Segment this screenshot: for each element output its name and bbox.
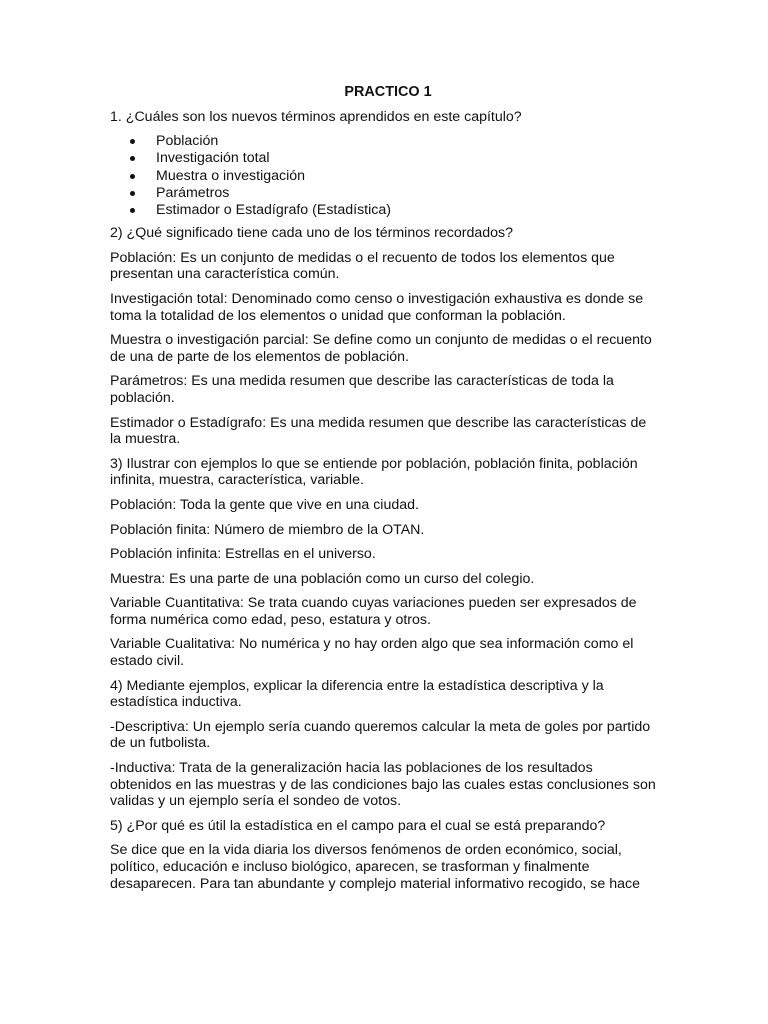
paragraph	[110, 250, 662, 283]
text-line: 1. ¿Cuáles son los nuevos términos aprendidos en este capítulo?	[110, 108, 522, 125]
text-line: 2) ¿Qué significado tiene cada uno de los términos recordados?	[110, 225, 513, 242]
text-line: Investigación total: Denominado como censo o investigación exhaustiva es donde se	[110, 290, 644, 307]
paragraph	[110, 571, 662, 588]
text-line: estado civil.	[110, 653, 185, 670]
text-line: Variable Cualitativa: No numérica y no hay orden algo que sea información como el	[110, 636, 634, 653]
paragraph	[110, 373, 662, 406]
text-line: Muestra: Es una parte de una población como un curso del colegio.	[110, 570, 535, 587]
paragraph	[110, 595, 662, 628]
text-line: 4) Mediante ejemplos, explicar la diferencia entre la estadística descriptiva y la	[110, 677, 604, 694]
paragraph	[110, 719, 662, 752]
text-line: de una de parte de los elementos de población.	[110, 348, 409, 365]
paragraph	[110, 456, 662, 489]
text-line: Población: Es un conjunto de medidas o el recuento de todos los elementos que	[110, 249, 615, 266]
paragraph	[110, 291, 662, 324]
text-line: de un futbolista.	[110, 735, 211, 752]
term-list	[110, 133, 662, 219]
paragraph	[110, 760, 662, 810]
text-line: población.	[110, 389, 175, 406]
text-line: forma numérica como edad, peso, estatura y otros.	[110, 611, 431, 628]
text-line: infinita, muestra, característica, variable.	[110, 472, 364, 489]
text-line: Variable Cuantitativa: Se trata cuando cuyas variaciones pueden ser expresados de	[110, 595, 637, 612]
text-line: 5) ¿Por qué es útil la estadística en el campo para el cual se está preparando?	[110, 817, 606, 834]
term-list-item: Población	[110, 133, 662, 150]
text-line: Población infinita: Estrellas en el universo.	[110, 546, 376, 563]
text-line: la muestra.	[110, 431, 181, 448]
text-line: político, educación e incluso biológico, aparecen, se trasforman y finalmente	[110, 859, 590, 876]
text-line: Se dice que en la vida diaria los diversos fenómenos de orden económico, social,	[110, 842, 622, 859]
paragraph	[110, 497, 662, 514]
page-title: PRACTICO 1	[344, 84, 432, 100]
term-list-item: Parámetros	[110, 185, 662, 202]
text-line: Población: Toda la gente que vive en una ciudad.	[110, 496, 419, 513]
text-line: presentan una característica común.	[110, 266, 340, 283]
text-line: Parámetros: Es una medida resumen que describe las características de toda la	[110, 373, 614, 390]
paragraph	[110, 678, 662, 711]
text-line: -Descriptiva: Un ejemplo sería cuando queremos calcular la meta de goles por partido	[110, 718, 651, 735]
text-line: Población finita: Número de miembro de la OTAN.	[110, 521, 425, 538]
document-page	[110, 84, 662, 900]
paragraph	[110, 636, 662, 669]
text-line: obtenidos en las muestras y de las condiciones bajo las cuales estas conclusiones son	[110, 776, 656, 793]
text-line: estadística inductiva.	[110, 694, 242, 711]
text-line: Estimador o Estadígrafo: Es una medida resumen que describe las características de	[110, 414, 647, 431]
paragraph	[110, 225, 662, 242]
term-list-item: Estimador o Estadígrafo (Estadística)	[110, 202, 662, 219]
paragraph	[110, 332, 662, 365]
paragraph	[110, 109, 662, 126]
text-line: desaparecen. Para tan abundante y complejo material informativo recogido, se hace	[110, 875, 640, 892]
document-body	[110, 109, 662, 893]
text-line: -Inductiva: Trata de la generalización hacia las poblaciones de los resultados	[110, 760, 593, 777]
text-line: validas y un ejemplo sería el sondeo de votos.	[110, 793, 402, 810]
text-line: 3) Ilustrar con ejemplos lo que se entiende por población, población finita, población	[110, 455, 638, 472]
term-list-item: Muestra o investigación	[110, 168, 662, 185]
paragraph	[110, 546, 662, 563]
term-list-item: Investigación total	[110, 150, 662, 167]
paragraph	[110, 842, 662, 892]
paragraph	[110, 818, 662, 835]
text-line: toma la totalidad de los elementos o unidad que conforman la población.	[110, 307, 566, 324]
paragraph	[110, 415, 662, 448]
text-line: Muestra o investigación parcial: Se define como un conjunto de medidas o el recuento	[110, 332, 652, 349]
paragraph	[110, 522, 662, 539]
